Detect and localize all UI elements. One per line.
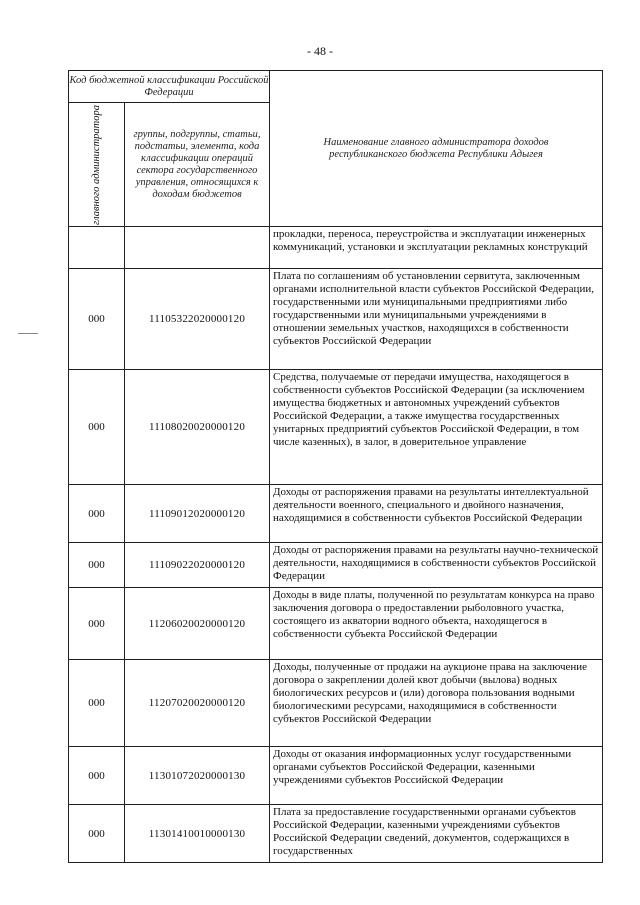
table-row <box>69 227 603 269</box>
budget-code <box>125 227 270 269</box>
table-row <box>69 370 603 485</box>
margin-mark <box>18 333 38 334</box>
revenue-name: Плата за предоставление государственными органами субъектов Российской Федерации, казенными учреждениями субъектов Российской Федерации сведений, документов, содержащихся в государственных <box>270 805 603 863</box>
revenue-name: Доходы от распоряжения правами на результаты интеллектуальной деятельности военного, специального и двойного назначения, находящимися в собственности субъектов Российской Федерации <box>270 485 603 543</box>
admin-code: 000 <box>69 543 125 588</box>
table-row <box>69 660 603 747</box>
table-row <box>69 269 603 370</box>
budget-code: 11207020020000120 <box>125 660 270 747</box>
revenue-name: Средства, получаемые от передачи имущества, находящегося в собственности субъектов Российской Федерации (за исключением имущества бюджетных и автономных учреждений субъектов Российской Федерации, а также имущества государственных унитарных предприятий субъектов Российской Федерации, в том числе казенных), в залог, в доверительное управление <box>270 370 603 485</box>
revenue-name: прокладки, переноса, переустройства и эксплуатации инженерных коммуникаций, установки и эксплуатации рекламных конструкций <box>270 227 603 269</box>
admin-column-header: главного администратора <box>90 104 102 225</box>
revenue-name: Доходы от распоряжения правами на результаты научно-технической деятельности, находящимися в собственности субъектов Российской Федерации <box>270 543 603 588</box>
admin-code: 000 <box>69 269 125 370</box>
revenue-name: Доходы в виде платы, полученной по результатам конкурса на право заключения договора о предоставлении рыболовного участка, состоящего из акватории водного объекта, находящегося в собственности субъекта Российской Федерации <box>270 588 603 660</box>
budget-code: 11301410010000130 <box>125 805 270 863</box>
table-row <box>69 588 603 660</box>
revenue-name: Плата по соглашениям об установлении сервитута, заключенным органами исполнительной власти субъектов Российской Федерации, государственными или муниципальными предприятиями либо государственными или муниципальными учреждениями в отношении земельных участков, находящихся в собственности субъектов Российской Федерации <box>270 269 603 370</box>
admin-column-header-cell <box>69 103 125 227</box>
header-row-top <box>69 71 603 103</box>
table-row <box>69 485 603 543</box>
admin-code: 000 <box>69 660 125 747</box>
revenue-name: Доходы, полученные от продажи на аукционе права на заключение договора о закреплении долей квот добычи (вылова) водных биологических ресурсов и (или) договора пользования водными биологическими ресурсами, находящимися в собственности субъектов Российской Федерации <box>270 660 603 747</box>
budget-code: 11109022020000120 <box>125 543 270 588</box>
code-column-header: группы, подгруппы, статьи, подстатьи, элемента, кода классификации операций сектора государственного управления, относящихся к доходам бюджетов <box>125 103 270 227</box>
budget-code: 11105322020000120 <box>125 269 270 370</box>
table-row <box>69 805 603 863</box>
table-row <box>69 543 603 588</box>
name-column-header: Наименование главного администратора доходов республиканского бюджета Республики Адыгея <box>270 71 603 227</box>
budget-classification-table <box>68 70 603 863</box>
budget-code: 11109012020000120 <box>125 485 270 543</box>
code-group-header: Код бюджетной классификации Российской Федерации <box>69 71 270 103</box>
admin-code: 000 <box>69 588 125 660</box>
admin-code: 000 <box>69 747 125 805</box>
budget-code: 11301072020000130 <box>125 747 270 805</box>
budget-code: 11206020020000120 <box>125 588 270 660</box>
admin-code: 000 <box>69 805 125 863</box>
budget-code: 11108020020000120 <box>125 370 270 485</box>
admin-code: 000 <box>69 485 125 543</box>
table-row <box>69 747 603 805</box>
admin-code <box>69 227 125 269</box>
revenue-name: Доходы от оказания информационных услуг государственными органами субъектов Российской Федерации, казенными учреждениями субъектов Российской Федерации <box>270 747 603 805</box>
page-number: - 48 - <box>307 44 333 58</box>
admin-code: 000 <box>69 370 125 485</box>
